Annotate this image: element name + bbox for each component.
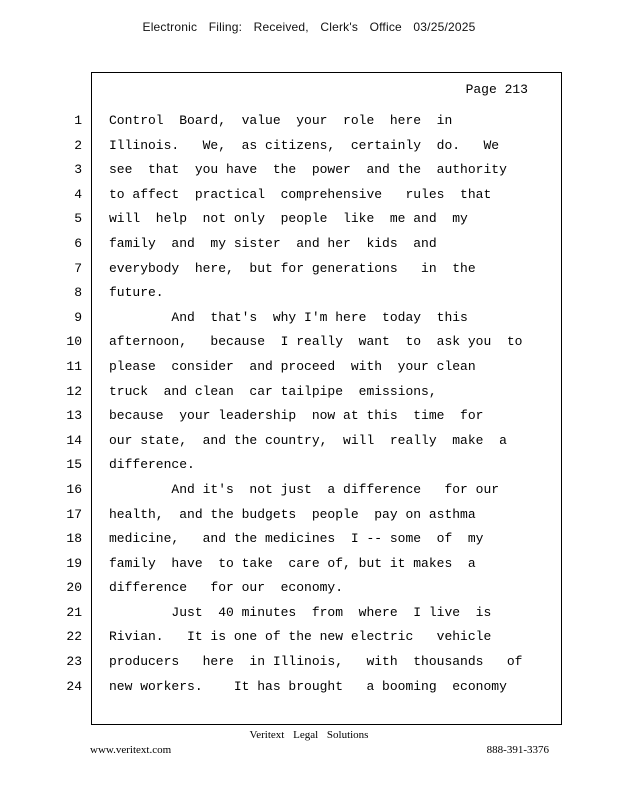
line-number: 24: [66, 678, 82, 694]
line-text: future.: [109, 285, 164, 301]
line-number: 13: [66, 408, 82, 424]
line-text: new workers. It has brought a booming economy: [109, 678, 507, 694]
transcript-line: [0, 232, 618, 257]
line-number: 14: [66, 432, 82, 448]
line-number: 15: [66, 457, 82, 473]
line-number: 21: [66, 604, 82, 620]
transcript-line: [0, 355, 618, 380]
transcript-line: [0, 257, 618, 282]
transcript-line: [0, 478, 618, 503]
line-text: Rivian. It is one of the new electric vehicle: [109, 629, 492, 645]
transcript-line: [0, 576, 618, 601]
transcript-line: [0, 404, 618, 429]
line-number: 11: [66, 358, 82, 374]
line-text: truck and clean car tailpipe emissions,: [109, 383, 437, 399]
transcript-lines: [0, 109, 618, 699]
line-number: 2: [74, 137, 82, 153]
footer-website: www.veritext.com: [90, 744, 172, 756]
line-text: Illinois. We, as citizens, certainly do. We: [109, 137, 500, 153]
line-text: will help not only people like me and my: [109, 211, 468, 227]
transcript-line: [0, 650, 618, 675]
transcript-line: [0, 380, 618, 405]
line-text: because your leadership now at this time for: [109, 408, 484, 424]
page-number: Page 213: [465, 82, 528, 97]
filing-stamp: Electronic Filing: Received, Clerk's Office 03/25/2025: [142, 20, 476, 34]
line-number: 10: [66, 334, 82, 350]
footer-company: Veritext Legal Solutions: [249, 729, 369, 741]
transcript-line: [0, 306, 618, 331]
line-number: 3: [74, 162, 82, 178]
line-number: 20: [66, 580, 82, 596]
line-text: Just 40 minutes from where I live is: [109, 604, 492, 620]
line-number: 16: [66, 481, 82, 497]
transcript-line: [0, 109, 618, 134]
line-text: afternoon, because I really want to ask you to: [109, 334, 523, 350]
line-number: 5: [74, 211, 82, 227]
transcript-line: [0, 527, 618, 552]
line-text: family have to take care of, but it makes a: [109, 555, 476, 571]
line-number: 1: [74, 113, 82, 128]
transcript-line: [0, 429, 618, 454]
line-number: 8: [74, 285, 82, 301]
line-number: 17: [66, 506, 82, 522]
transcript-line: [0, 207, 618, 232]
transcript-line: [0, 625, 618, 650]
line-number: 9: [74, 309, 82, 325]
line-text: And it's not just a difference for our: [109, 481, 500, 497]
line-number: 22: [66, 629, 82, 645]
line-number: 19: [66, 555, 82, 571]
line-number: 7: [74, 260, 82, 276]
transcript-line: [0, 503, 618, 528]
line-number: 18: [66, 531, 82, 547]
transcript-line: [0, 453, 618, 478]
line-text: health, and the budgets people pay on asthma: [109, 506, 476, 522]
line-text: see that you have the power and the authority: [109, 162, 507, 178]
line-text: And that's why I'm here today this: [109, 309, 468, 325]
line-text: our state, and the country, will really make a: [109, 432, 507, 448]
transcript-line: [0, 601, 618, 626]
line-text: everybody here, but for generations in the: [109, 260, 476, 276]
line-text: medicine, and the medicines I -- some of my: [109, 531, 484, 547]
transcript-line: [0, 330, 618, 355]
line-text: please consider and proceed with your clean: [109, 358, 476, 374]
line-text: producers here in Illinois, with thousands of: [109, 654, 523, 670]
transcript-line: [0, 281, 618, 306]
line-number: 6: [74, 235, 82, 251]
transcript-line: [0, 158, 618, 183]
line-number: 23: [66, 654, 82, 670]
line-text: family and my sister and her kids and: [109, 235, 437, 251]
line-text: to affect practical comprehensive rules that: [109, 186, 492, 202]
footer-phone: 888-391-3376: [486, 744, 549, 756]
line-text: difference.: [109, 457, 195, 473]
transcript-line: [0, 552, 618, 577]
line-number: 4: [74, 186, 82, 202]
line-text: Control Board, value your role here in: [109, 113, 453, 128]
transcript-line: [0, 134, 618, 159]
transcript-line: [0, 183, 618, 208]
line-number: 12: [66, 383, 82, 399]
line-text: difference for our economy.: [109, 580, 344, 596]
transcript-line: [0, 675, 618, 700]
